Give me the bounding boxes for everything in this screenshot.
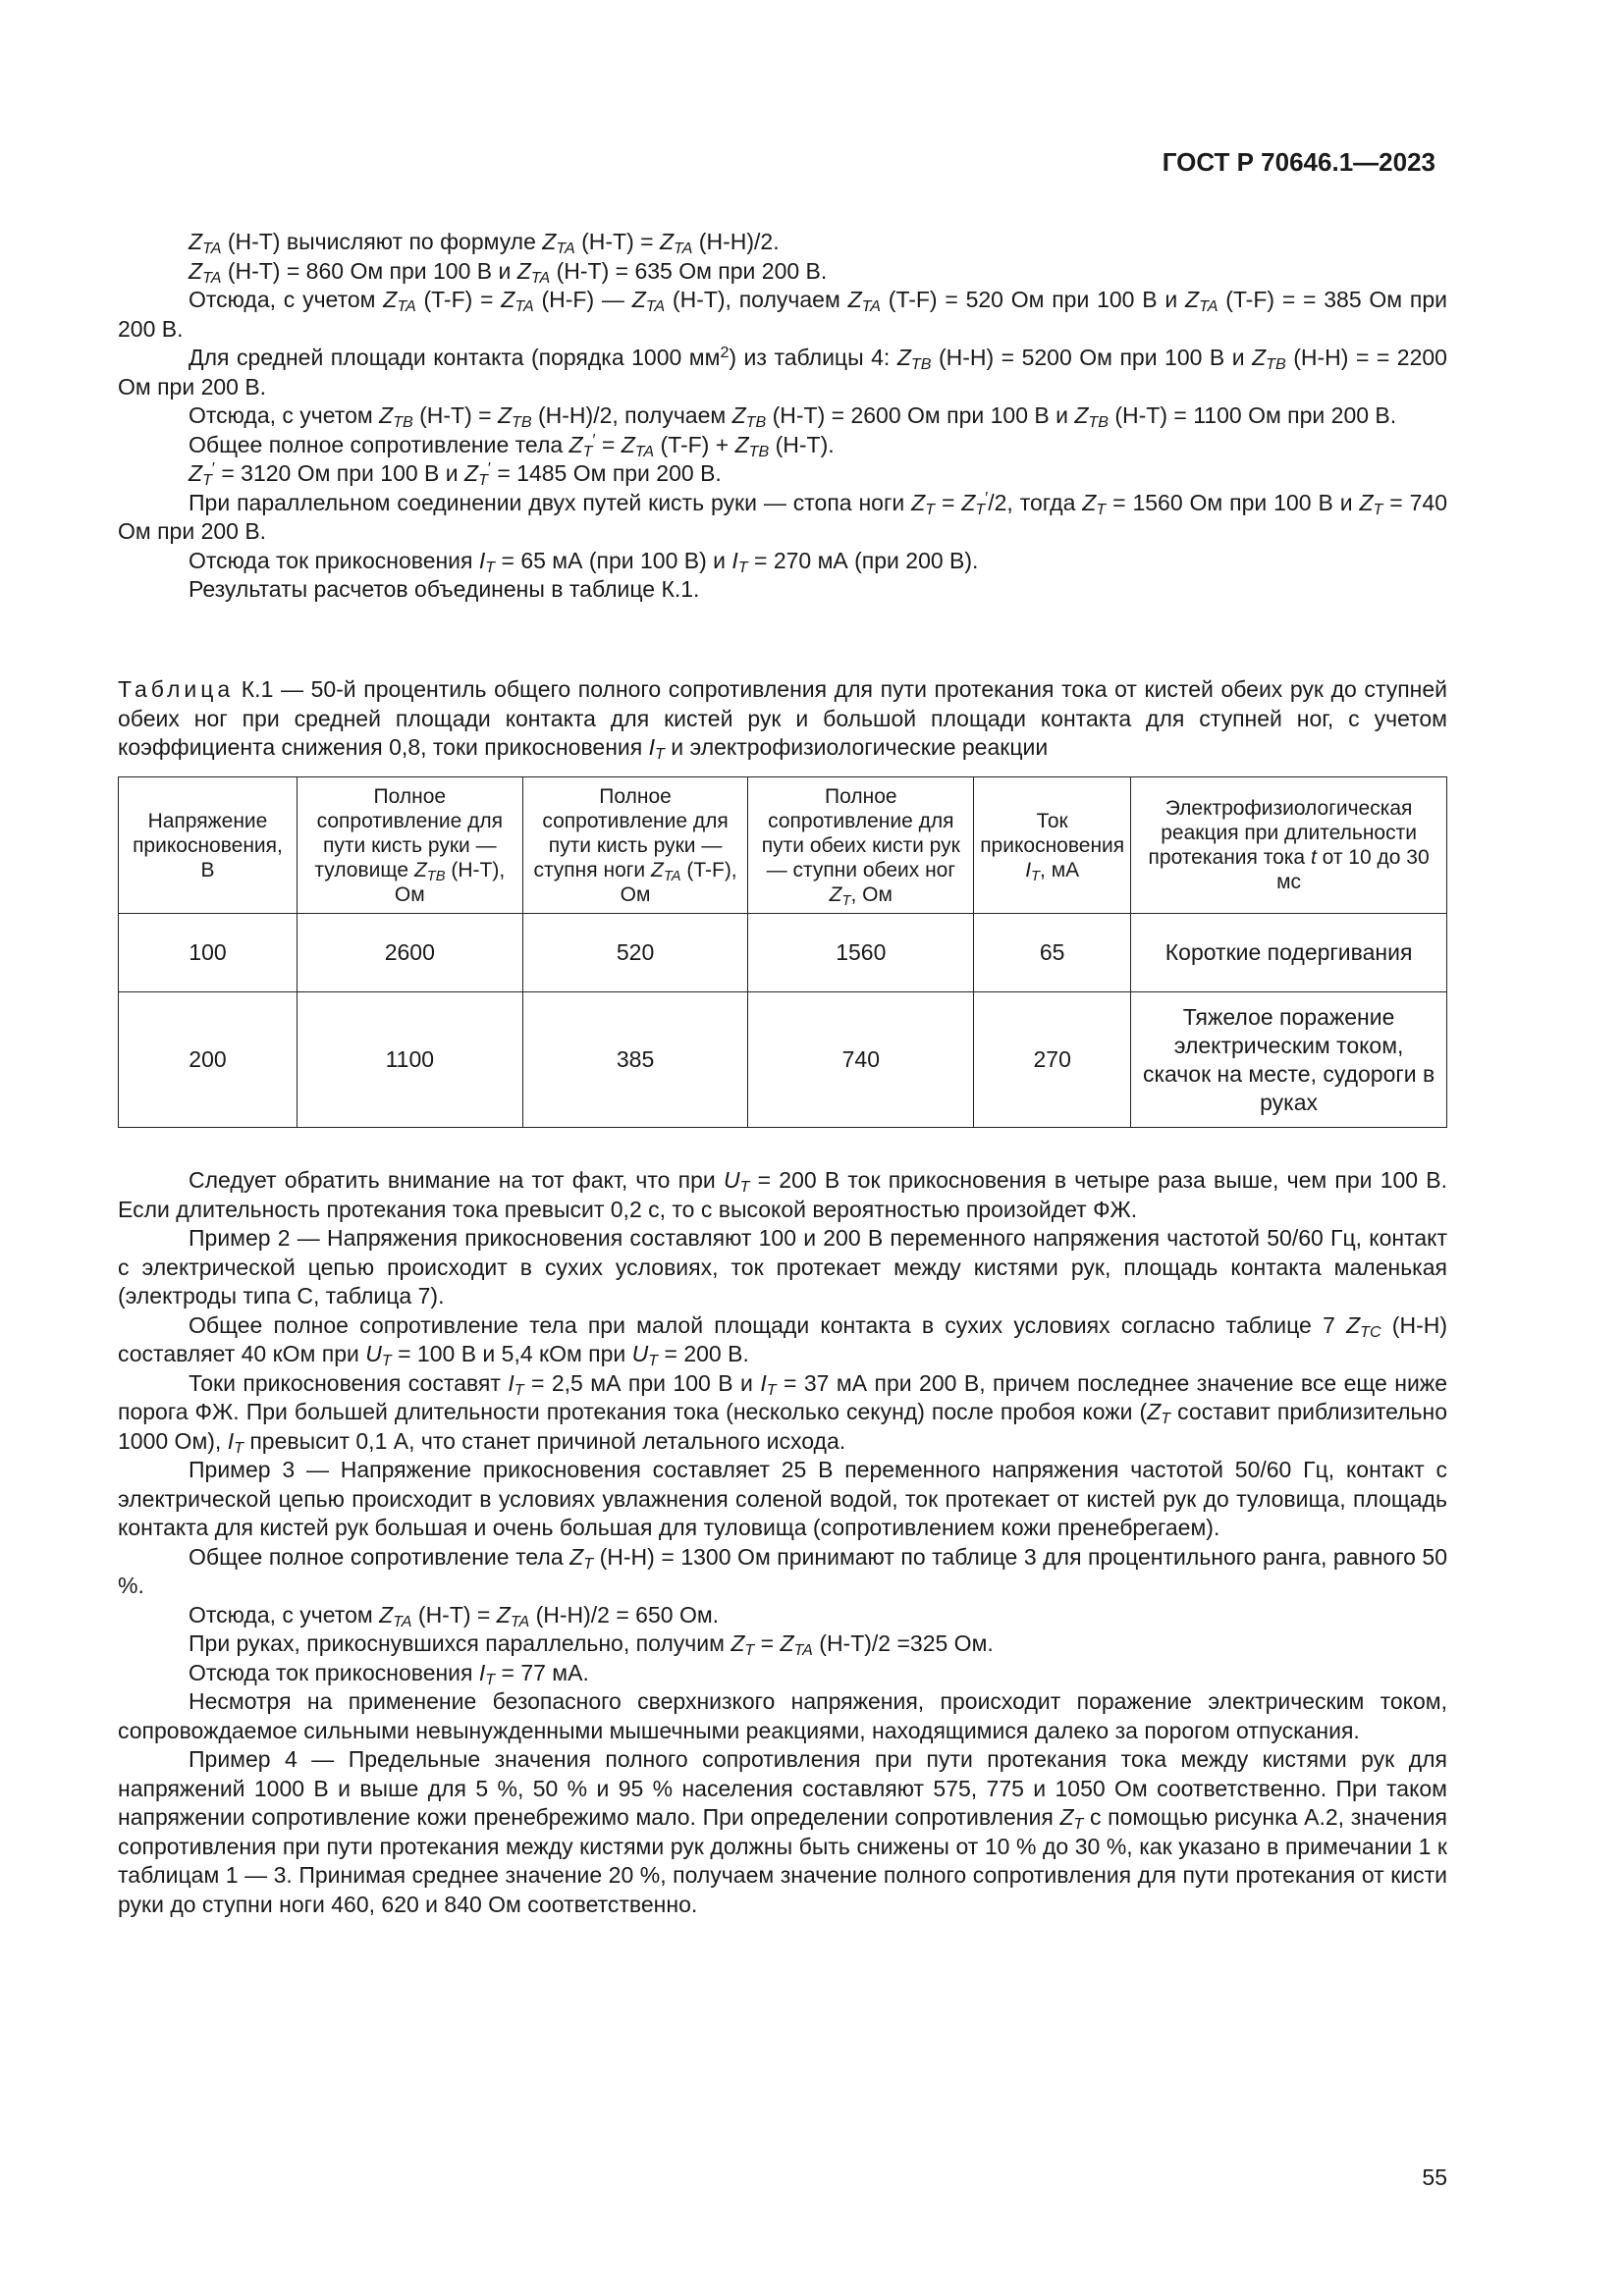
table-row xyxy=(119,914,1447,992)
table-cell: 65 xyxy=(974,914,1131,992)
paragraph: Общее полное сопротивление тела $Z_T' = Z_{TA}$ $(T-F) + Z_{TB}$ (H-T). xyxy=(189,430,835,460)
header-cell-ztb: Полное сопротивление для пути кисть руки — туловище $Z_{TB}$ (H-T), Ом xyxy=(297,777,522,914)
paragraph: $Z_T' = 3120$ Ом при 100 В и $Z_T' = 1485$ Ом при 200 В. xyxy=(189,459,722,489)
paragraph: $Z_{TA}$ (H-T) = 860 Ом при 100 В и $Z_{TA}$ (H-T) = 635 Ом при 200 В. xyxy=(189,257,828,287)
paragraph: Несмотря на применение безопасного сверхнизкого напряжения, происходит поражение электрическим током, сопровождаемое сильными невынужденными мышечными реакциями, находящимися далеко за порогом отпускания. xyxy=(118,1688,1447,1743)
paragraph: Следует обратить внимание на тот факт, что при $U_T = 200$ В ток прикосновения в четыре раза выше, чем при 100 В. Если длительность протекания тока превысит 0,2 с, то с высокой вероятностью произойдет ФЖ. xyxy=(118,1167,1448,1222)
paragraph: Для средней площади контакта (порядка 1000 $мм^2$) из таблицы 4: $Z_{TB}$ (H-H) = 5200 Ом при 100 В и $Z_{TB}$ (H-H) = = 2200 Ом при 200 В. xyxy=(118,344,1447,400)
paragraph: Токи прикосновения составят $I_T = 2,5$ мА при 100 В и $I_T = 37$ мА при 200 В, причем последнее значение все еще ниже порога ФЖ. При большей длительности протекания тока (несколько секунд) после пробоя кожи ($Z_T$ составит приблизительно 1000 Ом), $I_T$ превысит 0,1 А, что станет причиной летального исхода. xyxy=(118,1369,1447,1457)
page-number: 55 xyxy=(1422,2164,1447,2190)
table-cell: Короткие подергивания xyxy=(1131,914,1447,992)
table-cell: 100 xyxy=(119,914,298,992)
table-cell: 740 xyxy=(748,992,974,1128)
paragraph: Общее полное сопротивление тела при малой площади контакта в сухих условиях согласно таблице 7 $Z_{TC}$ (H-H) составляет 40 кОм при $U_T = 100$ В и 5,4 кОм при $U_T = 200$ В. xyxy=(118,1311,1448,1369)
paragraph: Отсюда, с учетом $Z_{TA}$ $(T-F) = Z_{TA}$ (H-F) — $Z_{TA}$ (H-T), получаем $Z_{TA}$ (T-F) = 520 Ом при 100 В и $Z_{TA}$ (T-F) = = 385 Ом при 200 В. xyxy=(118,287,1447,342)
table-cell: 2600 xyxy=(297,914,522,992)
data-table xyxy=(118,776,1447,1128)
table-row xyxy=(119,992,1447,1128)
paragraph: Результаты расчетов объединены в таблице К.1. xyxy=(189,576,700,602)
header-cell-reaction: Электрофизиологическая реакция при длительности протекания тока t от 10 до 30 мс xyxy=(1131,777,1447,914)
header-cell-zta: Полное сопротивление для пути кисть руки — ступня ноги $Z_{TA}$ (T-F), Ом xyxy=(522,777,748,914)
header-cell-current: Ток прикосновения $I_T$, мА xyxy=(974,777,1131,914)
paragraph: При руках, прикоснувшихся параллельно, получим $Z_T = Z_{TA}$ (H-T)/2 =325 Ом. xyxy=(189,1630,994,1659)
paragraph: Общее полное сопротивление тела $Z_T$ (H-H) = 1300 Ом принимают по таблице 3 для процентильного ранга, равного 50 %. xyxy=(118,1543,1447,1598)
paragraph: Отсюда ток прикосновения $I_T = 77$ мА. xyxy=(189,1659,589,1688)
header-cell-voltage: Напряжение прикосновения, В xyxy=(119,777,298,914)
table-cell: 1560 xyxy=(748,914,974,992)
paragraph: Пример 4 — Предельные значения полного сопротивления при пути протекания тока между кистями рук для напряжений 1000 В и выше для 5 %, 50 % и 95 % населения составляют 575, 775 и 1050 Ом соответственно. При таком напряжении сопротивление кожи пренебрежимо мало. При определении сопротивления $Z_T$ с помощью рисунка А.2, значения сопротивления при пути протекания между кистями рук должны быть снижены от 10 % до 30 %, как указано в примечании 1 к таблицам 1 — 3. Принимая среднее значение 20 %, получаем значение полного сопротивления для пути протекания от кисти руки до ступни ноги 460, 620 и 840 Ом соответственно. xyxy=(118,1746,1448,1917)
paragraph: Пример 3 — Напряжение прикосновения составляет 25 В переменного напряжения частотой 50/60 Гц, контакт с электрической цепью происходит в условиях увлажнения соленой водой, ток протекает от кистей рук до туловища, площадь контакта для кистей рук большая и очень большая для туловища (сопротивлением кожи пренебрегаем). xyxy=(118,1457,1447,1540)
calculation-text-block xyxy=(118,228,1447,605)
header-cell-zt: Полное сопротивление для пути обеих кисти рук — ступни обеих ног $Z_T$, Ом xyxy=(748,777,974,914)
table-cell: 520 xyxy=(522,914,748,992)
paragraph: Отсюда, с учетом $Z_{TA}$ $(H-T) = Z_{TA}$ (H-H)/2 = 650 Ом. xyxy=(189,1601,720,1630)
table-cell: 1100 xyxy=(297,992,522,1128)
paragraph: $Z_{TA}$ (H-T) вычисляют по формуле $Z_{TA}$ $(H-T) = Z_{TA}$ (H-H)/2. xyxy=(189,229,780,257)
paragraph: Пример 2 — Напряжения прикосновения составляют 100 и 200 В переменного напряжения частотой 50/60 Гц, контакт с электрической цепью происходит в сухих условиях, ток протекает между кистями рук, площадь контакта маленькая (электроды типа С, таблица 7). xyxy=(118,1225,1447,1308)
paragraph: Отсюда ток прикосновения $I_T = 65$ мА (при 100 В) и $I_T = 270$ мА (при 200 В). xyxy=(189,547,979,576)
table-header-row xyxy=(119,777,1447,914)
table-cell: 385 xyxy=(522,992,748,1128)
examples-text-block xyxy=(118,1166,1447,1919)
table-caption: Таблица К.1 — 50-й процентиль общего полного сопротивления для пути протекания тока от кистей обеих рук до ступней обеих ног при средней площади контакта для кистей рук и большой площади контакта для ступней ног, с учетом коэффициента снижения 0,8, токи прикосновения $I_T$ и электрофизиологические реакции xyxy=(118,676,1447,763)
paragraph: При параллельном соединении двух путей кисть руки — стопа ноги $Z_T = Z_T'/2$, тогда $Z_T = 1560$ Ом при 100 В и $Z_T = 740$ Ом при 200 В. xyxy=(118,488,1447,544)
table-cell: Тяжелое поражение электрическим током, скачок на месте, судороги в руках xyxy=(1131,992,1447,1128)
table-cell: 200 xyxy=(119,992,298,1128)
table-cell: 270 xyxy=(974,992,1131,1128)
paragraph: Отсюда, с учетом $Z_{TB}$ $(H-T) = Z_{TB}$ (H-H)/2, получаем $Z_{TB}$ (H-T) = 2600 Ом при 100 В и $Z_{TB}$ (H-T) = 1100 Ом при 200 В. xyxy=(189,402,1397,431)
document-code: ГОСТ Р 70646.1—2023 xyxy=(1162,147,1435,177)
